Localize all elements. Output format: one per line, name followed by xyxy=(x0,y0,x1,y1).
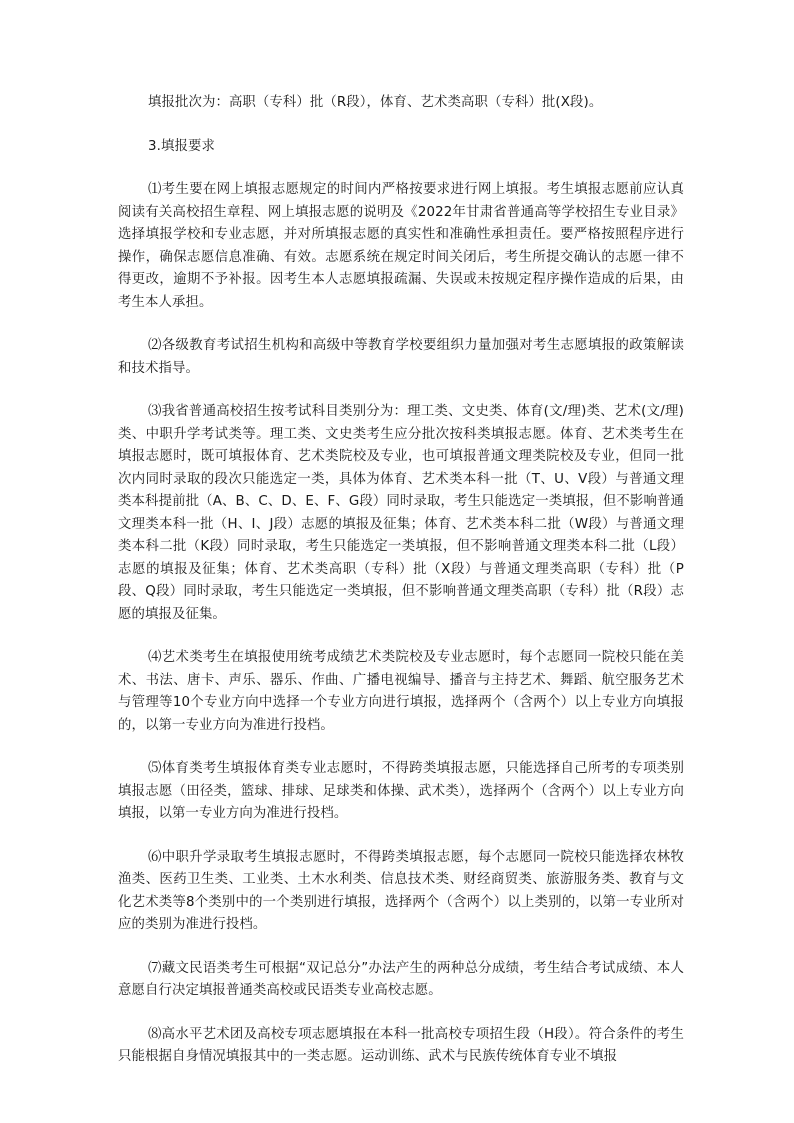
requirement-paragraph-2: ⑵各级教育考试招生机构和高级中等教育学校要组织力量加强对考生志愿填报的政策解读和技术指导。 xyxy=(118,338,684,376)
requirement-paragraph-8: ⑻高水平艺术团及高校专项志愿填报在本科一批高校专项招生段（H段）。符合条件的考生只能根据自身情况填报其中的一类志愿。运动训练、武术与民族传统体育专业不填报 xyxy=(118,1026,684,1064)
requirement-paragraph-6: ⑹中职升学录取考生填报志愿时，不得跨类填报志愿，每个志愿同一院校只能选择农林牧渔类、医药卫生类、工业类、土木水利类、信息技术类、财经商贸类、旅游服务类、教育与文化艺术类等8个类别中的一个类别进行填报，选择两个（含两个）以上类别的，以第一专业所对应的类别为准进行投档。 xyxy=(118,849,684,932)
requirement-paragraph-7: ⑺藏文民语类考生可根据“双记总分”办法产生的两种总分成绩，考生结合考试成绩、本人意愿自行决定填报普通类高校或民语类专业高校志愿。 xyxy=(118,960,684,998)
section-heading-requirements: 3.填报要求 xyxy=(148,138,215,154)
requirement-paragraph-1: ⑴考生要在网上填报志愿规定的时间内严格按要求进行网上填报。考生填报志愿前应认真阅读有关高校招生章程、网上填报志愿的说明及《2022年甘肃省普通高等学校招生专业目录》选择填报学校和专业志愿，并对所填报志愿的真实性和准确性承担责任。要严格按照程序进行操作，确保志愿信息准确、有效。志愿系统在规定时间关闭后，考生所提交确认的志愿一律不得更改，逾期不予补报。因考生本人志愿填报疏漏、失误或未按规定程序操作造成的后果，由考生本人承担。 xyxy=(118,182,684,310)
document-body xyxy=(118,92,684,1069)
batch-note-paragraph: 填报批次为：高职（专科）批（R段），体育、艺术类高职（专科）批(X段)。 xyxy=(148,95,603,110)
requirement-paragraph-5: ⑸体育类考生填报体育类专业志愿时，不得跨类填报志愿，只能选择自己所考的专项类别填报志愿（田径类，篮球、排球、足球类和体操、武术类），选择两个（含两个）以上专业方向填报，以第一专业方向为准进行投档。 xyxy=(118,761,684,821)
requirement-paragraph-4: ⑷艺术类考生在填报使用统考成绩艺术类院校及专业志愿时，每个志愿同一院校只能在美术、书法、唐卡、声乐、器乐、作曲、广播电视编导、播音与主持艺术、舞蹈、航空服务艺术与管理等10个专业方向中选择一个专业方向进行填报，选择两个（含两个）以上专业方向填报的，以第一专业方向为准进行投档。 xyxy=(118,650,684,733)
requirement-paragraph-3: ⑶我省普通高校招生按考试科目类别分为：理工类、文史类、体育(文/理)类、艺术(文/理)类、中职升学考试类等。理工类、文史类考生应分批次按科类填报志愿。体育、艺术类考生在填报志愿时，既可填报体育、艺术类院校及专业，也可填报普通文理类院校及专业，但同一批次内同时录取的段次只能选定一类，具体为体育、艺术类本科一批（T、U、V段）与普通文理类本科提前批（A、B、C、D、E、F、G段）同时录取，考生只能选定一类填报，但不影响普通文理类本科一批（H、I、J段）志愿的填报及征集；体育、艺术类本科二批（W段）与普通文理类本科二批（K段）同时录取，考生只能选定一类填报，但不影响普通文理类本科二批（L段）志愿的填报及征集；体育、艺术类高职（专科）批（X段）与普通文理类高职（专科）批（P段、Q段）同时录取，考生只能选定一类填报，但不影响普通文理类高职（专科）批（R段）志愿的填报及征集。 xyxy=(118,404,684,622)
